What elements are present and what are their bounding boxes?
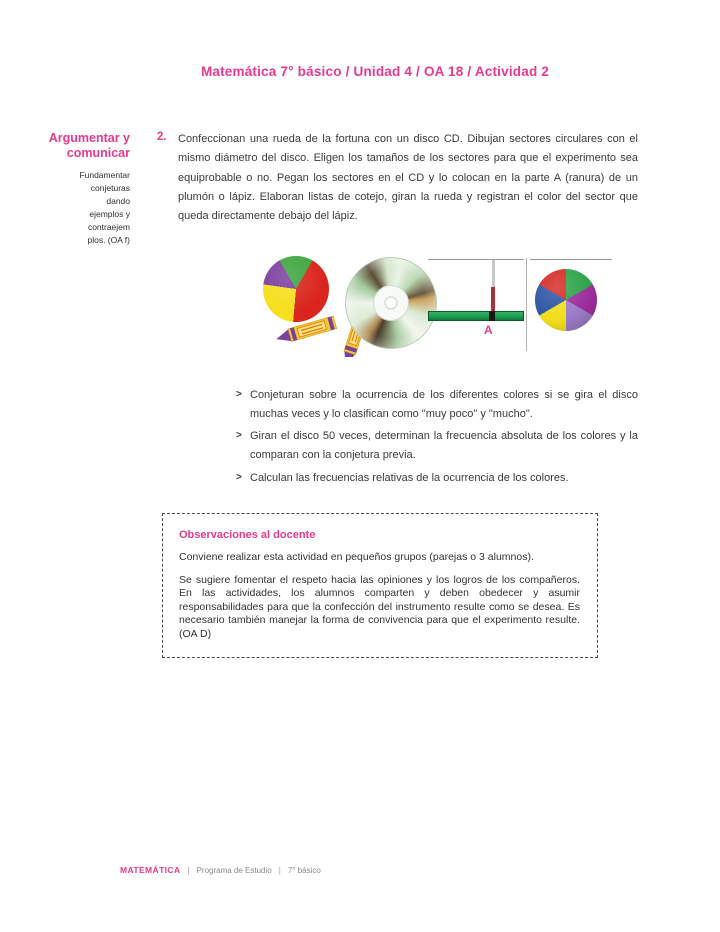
teacher-observations-box xyxy=(162,513,598,658)
bullet-item xyxy=(236,469,638,488)
spinner-pointer xyxy=(491,287,495,313)
footer-program: Programa de Estudio xyxy=(196,865,272,875)
sidebar-note-line: dando xyxy=(106,196,130,206)
sidebar-note-line: plos. (OA f) xyxy=(87,235,130,245)
activity-paragraph: Confeccionan una rueda de la fortuna con un disco CD. Dibujan sectores circulares con el mismo diámetro del disco. Eligen los tamaños de los sectores para que el experimento sea equiprobable o no. Pegan los sectores en el CD y lo colocan en la parte A (ranura) de un plumón o lápiz. Elaboran listas de cotejo, giran la rueda y registran el color del sector que queda directamente debajo del lápiz. xyxy=(178,133,638,223)
spinner-stick xyxy=(492,260,495,288)
observations-title: Observaciones al docente xyxy=(179,529,316,541)
spinner-slot-label: A xyxy=(484,323,493,337)
spinner-diagram xyxy=(428,253,524,359)
activity-number: 2. xyxy=(157,131,167,143)
chevron-bullet-icon: > xyxy=(236,389,242,400)
bullet-item xyxy=(236,427,638,464)
bullet-text: Calculan las frecuencias relativas de la ocurrencia de los colores. xyxy=(250,471,569,484)
observations-paragraph: Conviene realizar esta actividad en pequeños grupos (parejas o 3 alumnos). xyxy=(179,551,534,563)
sidebar-note-line: contraejem xyxy=(87,222,130,232)
sidebar-note-line: ejemplos y xyxy=(89,209,130,219)
color-wheel-image xyxy=(535,269,597,331)
bullet-item xyxy=(236,386,638,423)
bullet-text: Conjeturan sobre la ocurrencia de los diferentes colores si se gira el disco muchas veces y lo clasifican como "muy poco" y "mucho". xyxy=(250,389,638,420)
frame-line-top-right xyxy=(530,259,612,260)
figure-divider-line xyxy=(526,258,527,351)
footer-separator: | xyxy=(278,865,281,875)
spinner-bar xyxy=(428,311,524,321)
sidebar xyxy=(0,131,130,247)
chevron-bullet-icon: > xyxy=(236,471,242,483)
footer-grade: 7° básico xyxy=(287,865,321,875)
frame-line-top xyxy=(428,259,524,260)
spinner-slot xyxy=(489,311,495,321)
footer-separator: | xyxy=(187,865,190,875)
sidebar-note-line: conjeturas xyxy=(90,183,130,193)
cd-hole xyxy=(384,296,398,310)
page-footer xyxy=(120,865,321,875)
observations-paragraph: Se sugiere fomentar el respeto hacia las opiniones y los logros de los compañeros. En las actividades, los alumnos comparten y deben obedecer y asumir responsabilidades para que la confección del instrumento resulte como se desea. Es necesario también manejar la forma de convivencia para que el experimento resulte. (OA D) xyxy=(179,573,580,640)
chevron-bullet-icon: > xyxy=(236,430,242,442)
cd-disc-image xyxy=(345,257,437,349)
cd-hub xyxy=(373,285,409,321)
sidebar-note-line: Fundamentar xyxy=(79,170,130,180)
bullet-list xyxy=(236,386,638,492)
sidebar-note xyxy=(0,169,130,247)
bullet-text: Giran el disco 50 veces, determinan la frecuencia absoluta de los colores y la comparan con la conjetura previa. xyxy=(250,430,638,462)
footer-brand: MATEMÁTICA xyxy=(120,865,181,875)
sidebar-heading: Argumentar y comunicar xyxy=(48,131,130,160)
page-title: Matemática 7° básico / Unidad 4 / OA 18 / Actividad 2 xyxy=(200,64,550,79)
activity-figure xyxy=(258,253,616,359)
